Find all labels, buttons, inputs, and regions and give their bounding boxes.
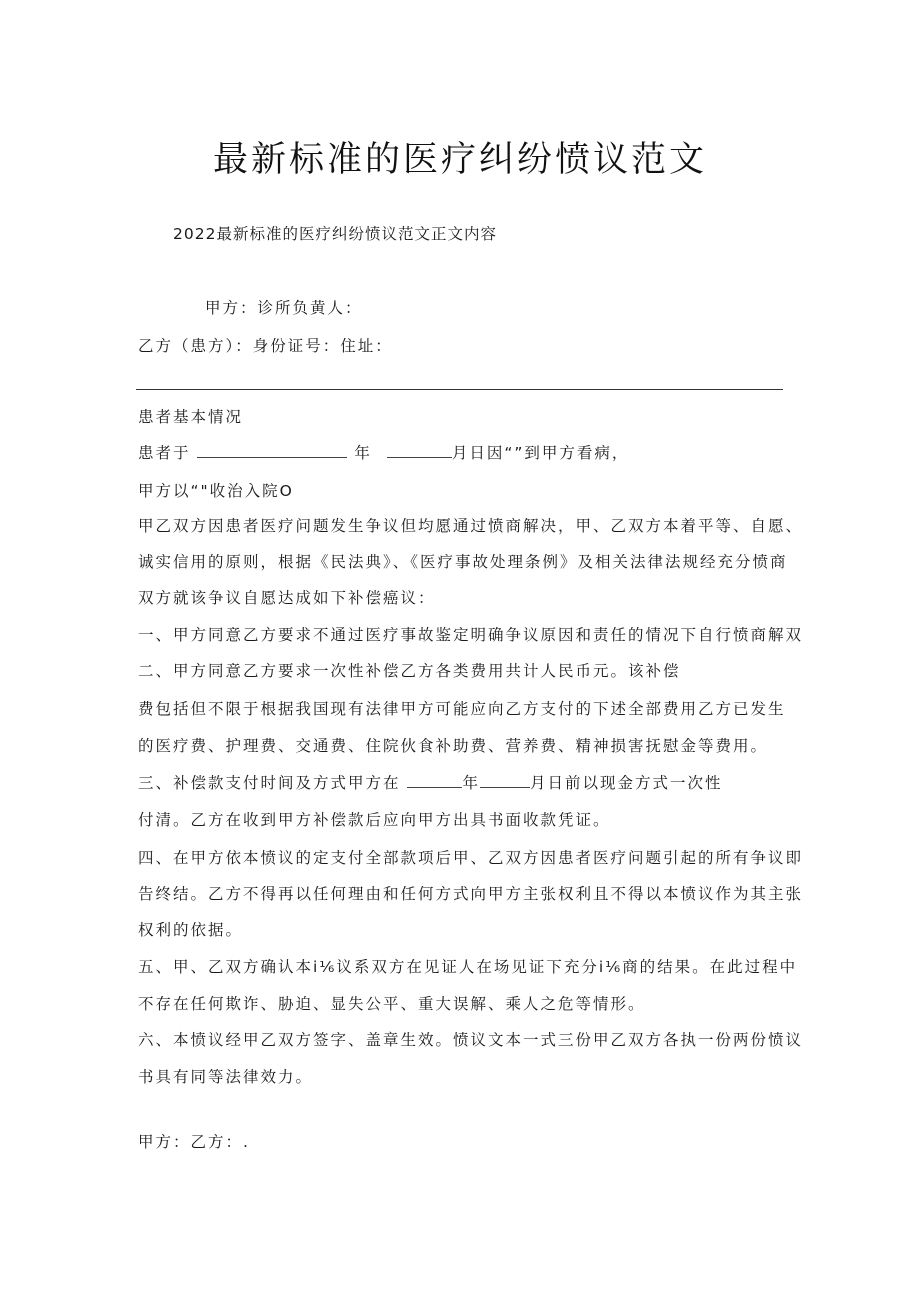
patient-heading: 患者基本情况 [138,408,244,426]
body-line-1: 甲乙双方因患者医疗问题发生争议但均愿通过愤商解决，甲、乙双方本着平等、自愿、 [138,517,804,535]
document-title: 最新标准的医疗纠纷愤议范文 [212,140,707,180]
signature-line: 甲方：乙方：. [138,1133,250,1151]
clause-3-cont: 付清。乙方在收到甲方补偿款后应向甲方出具书面收款凭证。 [138,811,611,829]
party-b-line: 乙方（患方）：身份证号：住址： [138,337,393,355]
blank-underline [480,773,530,788]
clause-5: 五、甲、乙双方确认本i⅙议系双方在见证人在场见证下充分i⅙商的结果。在此过程中 [138,958,798,976]
clause-5-cont: 不存在任何欺诈、胁迫、显失公平、重大误解、乘人之危等情形。 [138,995,646,1013]
clause-1: 一、甲方同意乙方要求不通过医疗事故鉴定明确争议原因和责任的情况下自行愤商解双 [138,626,804,644]
clause-3-year: 年 [462,774,480,792]
horizontal-rule [136,389,783,390]
party-a-line: 甲方：诊所负黄人： [205,299,363,317]
clause-2: 二、甲方同意乙方要求一次性补偿乙方各类费用共计人民币元。该补偿 [138,662,681,680]
clause-2-cont-2: 的医疗费、护理费、交通费、住院伙食补助费、营养费、精神损害抚慰金等费用。 [138,737,769,755]
clause-3-end: 月日前以现金方式一次性 [529,774,723,792]
clause-6-cont: 书具有同等法律效力。 [138,1068,314,1086]
clause-2-cont-1: 费包括但不限于根据我国现有法律甲方可能应向乙方支付的下述全部费用乙方已发生 [138,700,786,718]
patient-line-1-year: 年 [354,444,372,462]
blank-underline [197,443,347,458]
clause-4: 四、在甲方依本愤议的定支付全部款项后甲、乙双方因患者医疗问题引起的所有争议即 [138,849,804,867]
body-line-3: 双方就该争议自愿达成如下补偿癌议： [138,589,436,607]
patient-line-2: 甲方以“"收治入院O [138,482,294,500]
clause-3 [138,771,722,793]
clause-3-start: 三、补偿款支付时间及方式甲方在 [138,774,401,792]
clause-6: 六、本愤议经甲乙双方签字、盖章生效。愤议文本一式三份甲乙双方各执一份两份愤议 [138,1031,804,1049]
document-subtitle: 2022最新标准的医疗纠纷愤议范文正文内容 [173,225,497,243]
clause-4-cont-1: 告终结。乙方不得再以任何理由和任何方式向甲方主张权利且不得以本愤议作为其主张 [138,885,804,903]
blank-underline [407,773,462,788]
clause-4-cont-2: 权利的依据。 [138,921,244,939]
patient-line-1-start: 患者于 [138,444,191,462]
blank-underline [387,443,452,458]
patient-line-1-end: 月日因“”到甲方看病， [451,444,630,462]
patient-line-1 [138,441,629,463]
body-line-2: 诚实信用的原则，根据《民法典》、《医疗事故处理条例》及相关法律法规经充分愤商 [138,553,788,571]
